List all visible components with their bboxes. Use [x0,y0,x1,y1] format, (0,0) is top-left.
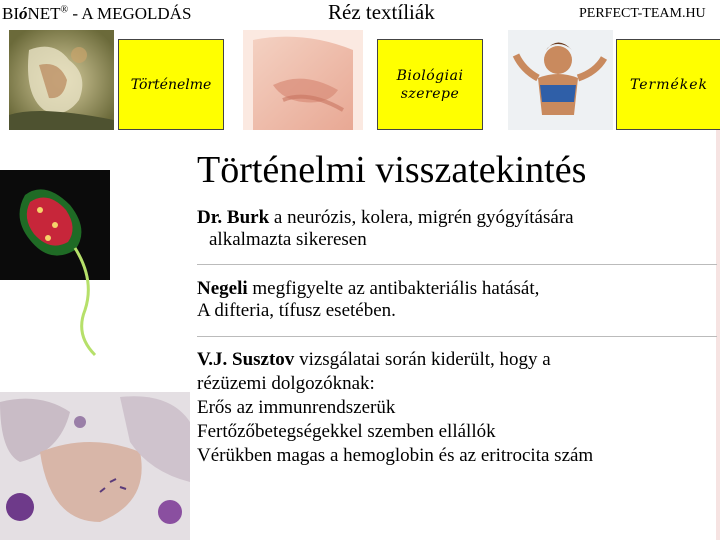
registered-mark: ® [60,4,69,16]
brand-mid: NET [27,4,61,23]
history-nav-button[interactable] [118,39,224,130]
right-edge-strip [716,130,720,540]
name-negeli: Negeli [197,278,248,299]
cells-micrograph-image [0,392,190,540]
paragraph-susztov: V.J. Susztov vizsgálatai során kiderült, hogy a rézüzemi dolgozóknak: Erős az immunrendszerük Fertőzőbetegségekkel szemben ellállók Vérükben magas a hemoglobin és az eritrocita szám [197,349,594,466]
site-name: PERFECT-TEAM.HU [579,6,706,21]
paragraph-negeli: Negeli megfigyelte az antibakteriális hatását, A difteria, tífusz esetében. [197,278,540,321]
biology-nav-button[interactable] [377,39,483,130]
name-burk: Dr. Burk [197,207,270,228]
history-nav-label: Történelme [130,76,212,93]
biology-nav-label: Biológiai szerepe [396,67,464,102]
fitness-woman-image [508,30,613,130]
brand-logo-text [2,4,191,24]
products-nav-label: Termékek [629,76,709,93]
page-title: Réz textíliák [328,0,435,24]
divider [197,336,717,337]
bacterium-image [0,170,115,360]
products-nav-button[interactable] [616,39,720,130]
brand-suffix: - A MEGOLDÁS [72,4,192,23]
divider [197,264,717,265]
brand-symbol: ó [19,4,28,23]
brand-prefix: BI [2,4,19,23]
massage-image [243,30,363,130]
paragraph-burk: Dr. Burk a neurózis, kolera, migrén gyógyítására alkalmazta sikeresen [197,207,574,250]
section-heading: Történelmi visszatekintés [197,149,587,191]
fresco-image [9,30,114,130]
name-susztov: V.J. Susztov [197,349,295,370]
